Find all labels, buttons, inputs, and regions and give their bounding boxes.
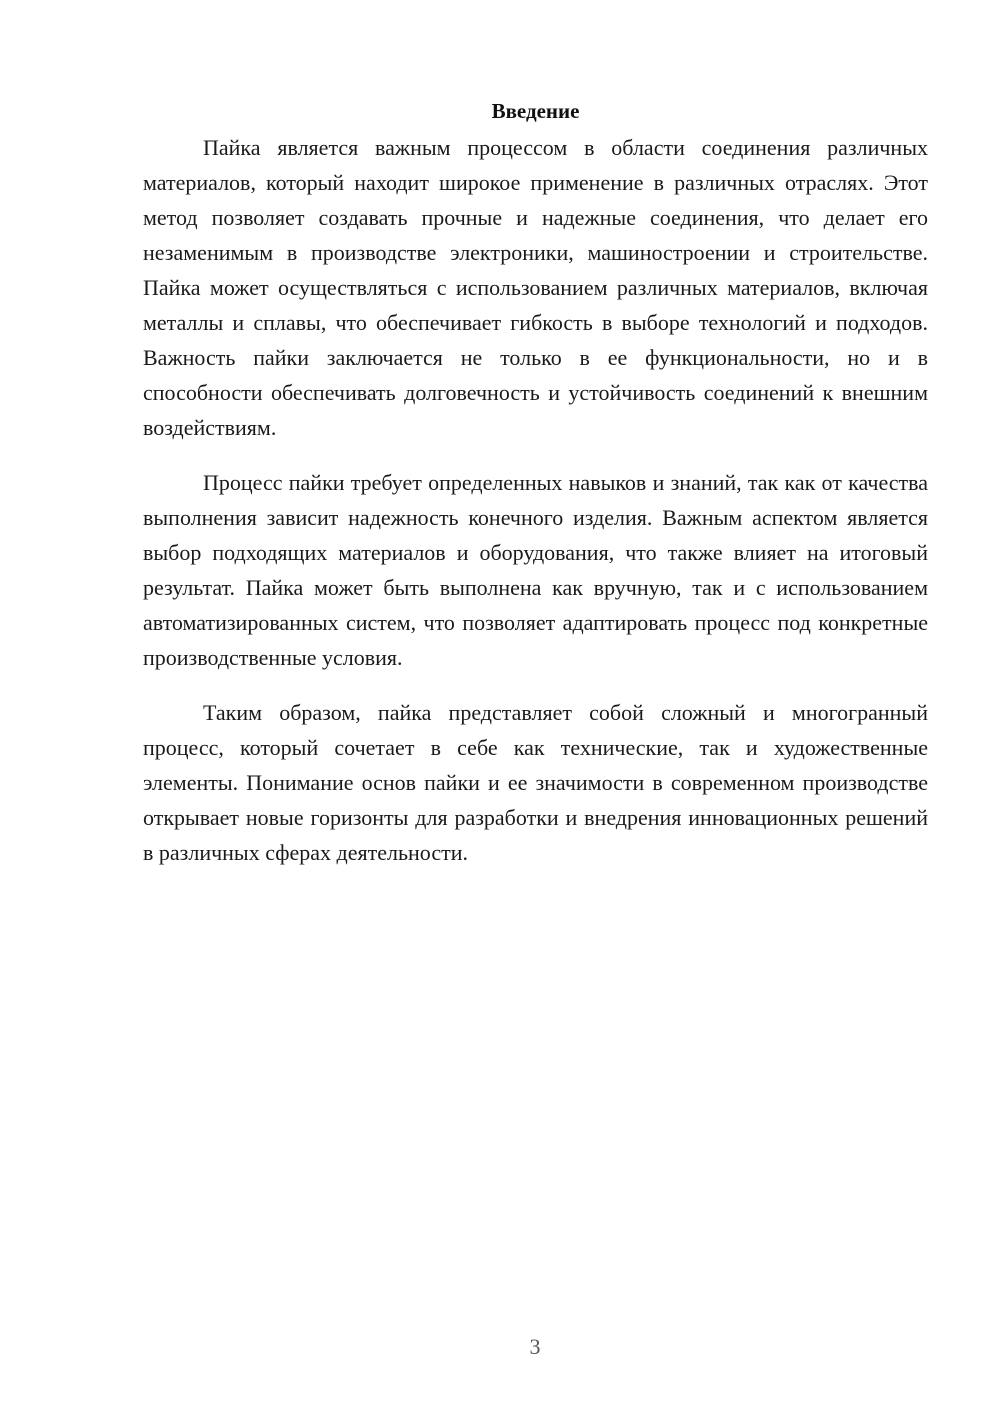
page-number: 3 bbox=[529, 1334, 541, 1359]
paragraph-3: Таким образом, пайка представляет собой сложный и многогранный процесс, который сочетает в себе как технические, так и художественные элементы. Понимание основ пайки и ее значимости в современном производстве открывает новые горизонты для разработки и внедрения инновационных решений в различных сферах деятельности. bbox=[143, 700, 928, 865]
paragraph-1: Пайка является важным процессом в области соединения различных материалов, который находит широкое применение в различных отраслях. Этот метод позволяет создавать прочные и надежные соединения, что делает его незаменимым в производстве электроники, машиностроении и строительстве. Пайка может осуществляться с использованием различных материалов, включая металлы и сплавы, что обеспечивает гибкость в выборе технологий и подходов. Важность пайки заключается не только в ее функциональности, но и в способности обеспечивать долговечность и устойчивость соединений к внешним воздействиям. bbox=[143, 135, 928, 440]
section-heading: Введение bbox=[491, 99, 580, 123]
paragraph-2: Процесс пайки требует определенных навыков и знаний, так как от качества выполнения зависит надежность конечного изделия. Важным аспектом является выбор подходящих материалов и оборудования, что также влияет на итоговый результат. Пайка может быть выполнена как вручную, так и с использованием автоматизированных систем, что позволяет адаптировать процесс под конкретные производственные условия. bbox=[143, 470, 928, 670]
page-content bbox=[143, 95, 928, 870]
